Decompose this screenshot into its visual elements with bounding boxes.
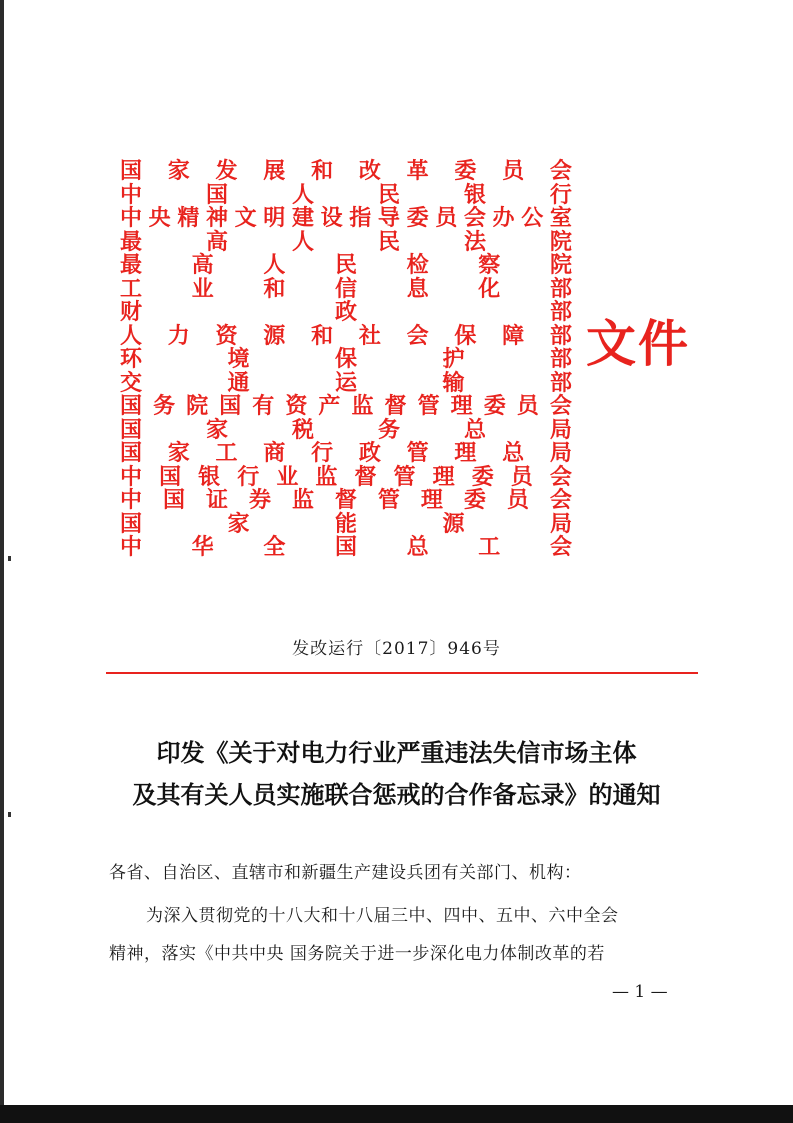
issuer-char: 国 [219,393,242,419]
issuer-char: 税 [291,416,314,443]
issuer-char: 华 [191,534,214,560]
issuer-char: 银 [198,463,221,490]
issuer-char: 察 [478,252,501,278]
document-mark: 文件 [586,314,690,373]
issuer-char: 革 [406,158,429,184]
issuer-char: 护 [442,346,465,372]
issuer-char: 明 [263,205,286,231]
issuer-char: 理 [420,487,443,513]
issuer-char: 国 [205,181,228,208]
issuer-char: 能 [334,510,357,537]
issuer-char: 委 [454,158,477,184]
issuer-row [120,463,572,490]
issuer-char: 工 [215,440,238,466]
issuer-char: 展 [263,158,286,184]
issuer-row [120,536,572,560]
issuer-char: 家 [167,440,190,466]
issuer-char: 精 [177,205,200,231]
body-paragraph-line-1: 为深入贯彻党的十八大和十八届三中、四中、五中、六中全会 [146,906,619,926]
issuer-char: 督 [334,487,357,513]
issuer-char: 理 [450,393,473,419]
issuer-row [120,395,572,419]
issuer-char: 民 [377,181,400,208]
issuer-char: 中 [120,463,143,490]
issuer-char: 监 [351,393,374,419]
issuer-char: 产 [318,393,341,419]
issuer-char: 总 [502,440,525,466]
issuer-char: 部 [549,369,572,396]
issuer-char: 和 [263,275,286,302]
issuer-row [120,207,572,231]
issuer-char: 业 [276,463,299,490]
issuer-char: 监 [315,463,338,490]
issuer-char: 督 [354,463,377,490]
issuer-char: 委 [463,487,486,513]
issuer-char: 员 [516,393,539,419]
issuer-char: 中 [120,534,143,560]
body-paragraph-line-2: 精神，落实《中共中央 国务院关于进一步深化电力体制改革的若 [109,944,605,964]
issuer-char: 业 [191,275,214,302]
issuer-char: 发 [215,158,238,184]
issuer-char: 局 [549,416,572,443]
issuer-char: 务 [153,393,176,419]
issuer-row [120,510,572,537]
issuer-char: 院 [186,393,209,419]
issuer-char: 信 [334,275,357,302]
issuer-char: 财 [120,299,143,325]
issuer-char: 督 [384,393,407,419]
red-separator-line [106,672,698,674]
issuer-char: 家 [205,416,228,443]
issuer-char: 和 [311,322,334,349]
issuer-char: 人 [120,322,143,349]
issuer-char: 会 [463,205,486,231]
issuer-char: 改 [358,158,381,184]
issuer-row [120,489,572,513]
issuer-char: 资 [285,393,308,419]
issuer-char: 指 [349,205,372,231]
issuer-char: 检 [406,252,429,278]
issuer-char: 员 [506,487,529,513]
issuer-char: 总 [406,534,429,560]
issuer-char: 会 [549,393,572,419]
issuer-char: 务 [377,416,400,443]
issuer-char: 家 [227,510,250,537]
issuer-char: 委 [483,393,506,419]
title-line-2: 及其有关人员实施联合惩戒的合作备忘录》的通知 [132,780,661,809]
issuer-char: 理 [432,463,455,490]
issuer-char: 国 [162,487,185,513]
issuing-authorities [120,160,572,560]
issuer-char: 证 [205,487,228,513]
issuer-char: 院 [549,228,572,255]
issuer-char: 会 [549,463,572,490]
issuer-char: 运 [334,369,357,396]
issuer-char: 员 [435,205,458,231]
issuer-char: 人 [291,181,314,208]
issuer-char: 人 [291,228,314,255]
issuer-char: 管 [377,487,400,513]
issuer-row [120,254,572,278]
issuer-char: 文 [234,205,257,231]
title-line-1: 印发《关于对电力行业严重违法失信市场主体 [156,738,637,767]
document-number: 发改运行〔2017〕946号 [292,639,501,659]
issuer-char: 央 [148,205,171,231]
issuer-char: 交 [120,369,143,396]
issuer-char: 人 [263,252,286,278]
issuer-char: 设 [320,205,343,231]
issuer-char: 管 [417,393,440,419]
issuer-row [120,228,572,255]
issuer-char: 政 [334,299,357,325]
issuer-char: 法 [463,228,486,255]
issuer-char: 中 [120,487,143,513]
issuer-char: 环 [120,346,143,372]
issuer-char: 行 [311,440,334,466]
issuer-char: 部 [549,299,572,325]
issuer-char: 输 [442,369,465,396]
issuer-char: 政 [358,440,381,466]
issuer-char: 国 [120,510,143,537]
issuer-char: 息 [406,275,429,302]
issuer-char: 工 [120,275,143,302]
issuer-char: 资 [215,322,238,349]
issuer-char: 管 [393,463,416,490]
issuer-char: 员 [510,463,533,490]
issuer-row [120,348,572,372]
issuer-char: 管 [406,440,429,466]
issuer-char: 委 [406,205,429,231]
issuer-char: 工 [478,534,501,560]
issuer-char: 监 [291,487,314,513]
issuer-row [120,181,572,208]
issuer-char: 国 [159,463,182,490]
issuer-char: 国 [120,416,143,443]
issuer-char: 最 [120,228,143,255]
issuer-char: 全 [263,534,286,560]
scan-speck [8,556,11,561]
issuer-char: 行 [237,463,260,490]
scan-speck [8,812,11,817]
issuer-char: 院 [549,252,572,278]
issuer-char: 社 [358,322,381,349]
issuer-char: 部 [549,346,572,372]
issuer-char: 国 [120,158,143,184]
document-title [80,732,713,816]
issuer-row [120,275,572,302]
issuer-char: 商 [263,440,286,466]
issuer-char: 有 [252,393,275,419]
issuer-char: 行 [549,181,572,208]
issuer-char: 民 [377,228,400,255]
issuer-char: 通 [227,369,250,396]
issuer-char: 最 [120,252,143,278]
issuer-row [120,322,572,349]
issuer-char: 高 [205,228,228,255]
issuer-row [120,369,572,396]
issuer-char: 委 [471,463,494,490]
issuer-char: 员 [502,158,525,184]
issuer-char: 保 [454,322,477,349]
issuer-char: 导 [377,205,400,231]
issuer-char: 会 [549,534,572,560]
issuer-char: 境 [227,346,250,372]
issuer-row [120,416,572,443]
scan-bottom-edge [0,1105,793,1123]
issuer-char: 源 [263,322,286,349]
issuer-char: 民 [334,252,357,278]
issuer-char: 总 [463,416,486,443]
addressee-line: 各省、自治区、直辖市和新疆生产建设兵团有关部门、机构： [109,863,582,883]
issuer-char: 券 [248,487,271,513]
issuer-char: 部 [549,275,572,302]
issuer-char: 国 [120,393,143,419]
page-number: — 1 — [612,982,668,1002]
issuer-row [120,301,572,325]
issuer-char: 家 [167,158,190,184]
issuer-char: 会 [406,322,429,349]
issuer-char: 源 [442,510,465,537]
issuer-char: 障 [502,322,525,349]
issuer-char: 公 [521,205,544,231]
issuer-char: 中 [120,205,143,231]
issuer-char: 建 [291,205,314,231]
issuer-char: 部 [549,322,572,349]
issuer-char: 保 [334,346,357,372]
issuer-char: 局 [549,440,572,466]
issuer-char: 力 [167,322,190,349]
issuer-char: 银 [463,181,486,208]
issuer-char: 高 [191,252,214,278]
scan-left-edge [0,0,4,1105]
issuer-char: 中 [120,181,143,208]
issuer-char: 国 [120,440,143,466]
issuer-char: 局 [549,510,572,537]
issuer-char: 室 [549,205,572,231]
issuer-char: 和 [311,158,334,184]
issuer-row [120,160,572,184]
issuer-char: 理 [454,440,477,466]
issuer-char: 会 [549,487,572,513]
issuer-row [120,442,572,466]
issuer-char: 办 [492,205,515,231]
issuer-char: 国 [334,534,357,560]
issuer-char: 会 [549,158,572,184]
issuer-char: 神 [205,205,228,231]
issuer-char: 化 [478,275,501,302]
